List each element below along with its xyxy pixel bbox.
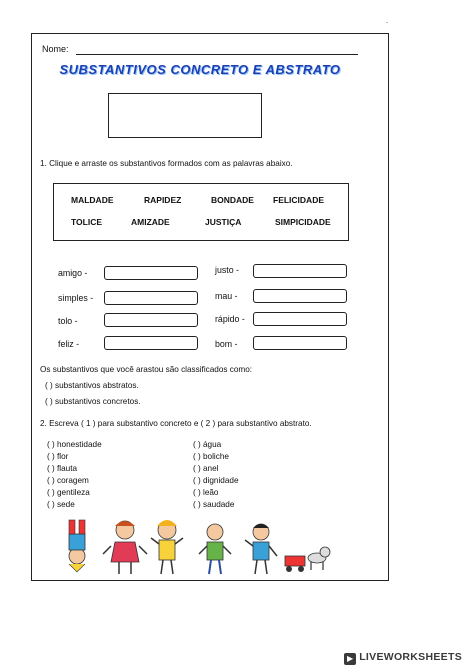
- liveworksheets-icon: ▶: [344, 653, 356, 665]
- liveworksheets-logo[interactable]: [344, 651, 462, 665]
- word-bank: [53, 183, 349, 241]
- classification-option[interactable]: ( ) substantivos abstratos.: [45, 381, 139, 390]
- word-bank-item[interactable]: MALDADE: [71, 195, 114, 205]
- q2-item[interactable]: ( ) flauta: [47, 464, 78, 473]
- q2-item[interactable]: ( ) leão: [193, 488, 219, 497]
- logo-text: LIVEWORKSHEETS: [359, 651, 462, 663]
- q2-item[interactable]: ( ) coragem: [47, 476, 89, 485]
- answer-drop-field[interactable]: [104, 336, 198, 350]
- q2-item[interactable]: ( ) gentileza: [47, 488, 90, 497]
- q2-item[interactable]: ( ) dignidade: [193, 476, 239, 485]
- pair-label: justo -: [215, 265, 239, 275]
- name-field-line: [76, 54, 358, 55]
- q2-item[interactable]: ( ) honestidade: [47, 440, 102, 449]
- word-bank-item[interactable]: SIMPICIDADE: [275, 217, 331, 227]
- word-bank-item[interactable]: JUSTIÇA: [205, 217, 242, 227]
- q2-item[interactable]: ( ) água: [193, 440, 222, 449]
- q2-item[interactable]: ( ) boliche: [193, 452, 229, 461]
- answer-drop-field[interactable]: [253, 336, 347, 350]
- dog-and-cart: [285, 547, 330, 572]
- answer-drop-field[interactable]: [104, 291, 198, 305]
- child-figure-4: [199, 524, 231, 574]
- q2-item[interactable]: ( ) saudade: [193, 500, 235, 509]
- corner-mark: -: [386, 20, 388, 26]
- answer-drop-field[interactable]: [104, 313, 198, 327]
- pair-label: feliz -: [58, 339, 80, 349]
- word-bank-item[interactable]: BONDADE: [211, 195, 254, 205]
- answer-drop-field[interactable]: [253, 264, 347, 278]
- classification-prompt: Os substantivos que você arastou são classificados como:: [40, 365, 253, 374]
- image-drop-box[interactable]: [108, 93, 262, 138]
- q2-item[interactable]: ( ) sede: [47, 500, 75, 509]
- q2-item[interactable]: ( ) anel: [193, 464, 219, 473]
- children-illustration: [55, 516, 335, 576]
- child-figure-1: [69, 520, 85, 572]
- pair-label: tolo -: [58, 316, 78, 326]
- answer-drop-field[interactable]: [253, 312, 347, 326]
- page-title: SUBSTANTIVOS CONCRETO E ABSTRATO: [59, 62, 341, 77]
- question-2-prompt: 2. Escreva ( 1 ) para substantivo concreto e ( 2 ) para substantivo abstrato.: [40, 419, 312, 428]
- name-label: Nome:: [42, 44, 69, 54]
- answer-drop-field[interactable]: [104, 266, 198, 280]
- pair-label: amigo -: [58, 268, 88, 278]
- q2-item[interactable]: ( ) flor: [47, 452, 69, 461]
- child-figure-5: [245, 524, 277, 574]
- classification-option[interactable]: ( ) substantivos concretos.: [45, 397, 141, 406]
- child-figure-2: [103, 521, 147, 574]
- pair-label: mau -: [215, 291, 238, 301]
- answer-drop-field[interactable]: [253, 289, 347, 303]
- word-bank-item[interactable]: FELICIDADE: [273, 195, 324, 205]
- child-figure-3: [151, 520, 183, 574]
- word-bank-item[interactable]: TOLICE: [71, 217, 103, 227]
- word-bank-item[interactable]: RAPIDEZ: [144, 195, 182, 205]
- pair-label: rápido -: [215, 314, 245, 324]
- question-1-prompt: 1. Clique e arraste os substantivos formados com as palavras abaixo.: [40, 159, 293, 168]
- pair-label: simples -: [58, 293, 94, 303]
- pair-label: bom -: [215, 339, 238, 349]
- word-bank-item[interactable]: AMIZADE: [131, 217, 170, 227]
